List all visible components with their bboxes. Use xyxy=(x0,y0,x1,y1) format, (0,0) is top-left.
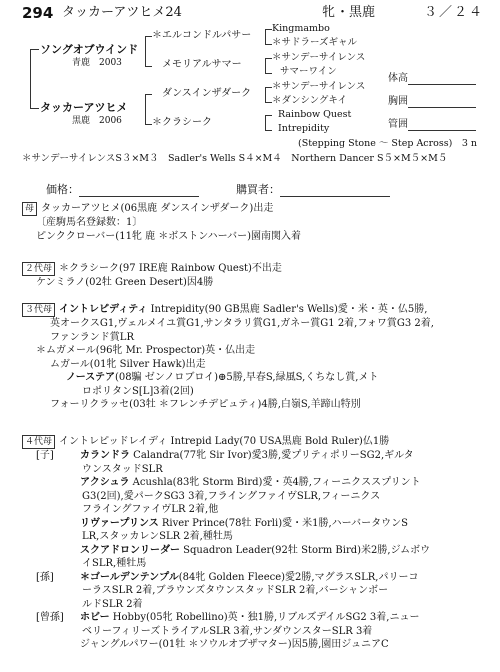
bracket-g3d xyxy=(265,115,272,131)
bracket-g2b xyxy=(145,94,152,125)
measure-height: 体高 xyxy=(388,72,476,85)
bracket-g3c xyxy=(265,87,272,103)
bracket-g3b xyxy=(265,58,272,74)
dss-name: ＊サンデーサイレンス xyxy=(272,81,366,92)
coat-color: ・黒鹿 xyxy=(336,5,376,20)
family-footnote: (Stepping Stone ～ Step Across) 3 n xyxy=(298,138,478,149)
measure-girth: 胸囲 xyxy=(388,95,476,108)
dds-name: Rainbow Quest xyxy=(278,109,352,120)
dam-name: タッカーアツヒメ xyxy=(40,101,128,114)
sex-icon: 牝 xyxy=(322,5,336,20)
third-dam-label: ３代母 xyxy=(22,303,55,317)
ds-name: ダンスインザダーク xyxy=(162,88,252,99)
ddd-name: Intrepidity xyxy=(278,123,330,134)
sd-name: メモリアルサマー xyxy=(162,59,242,70)
buyer-field: 購買者： xyxy=(236,183,390,197)
second-dam-section: ２代母 ＊クラシーク(97 IRE鹿 Rainbow Quest)不出走 ケンミラノ(02牡 Green Desert)因4勝 xyxy=(22,262,482,290)
lot-number: 294 xyxy=(22,4,54,22)
horse-name: タッカーアツヒメ24 xyxy=(62,5,182,20)
inbreeding-line: ＊サンデーサイレンスS３×M３ Sadler's Wells S４×M４ Northern Dancer S５×M５×M５ xyxy=(22,153,448,164)
dd-name: ＊クラシーク xyxy=(152,117,212,128)
bracket-g3a xyxy=(265,29,272,45)
sdd-name: サマーワイン xyxy=(280,66,337,77)
dam-section: 母 タッカーアツヒメ(06黒鹿 ダンスインザダーク)出走 〔産駒馬名登録数：1〕 ピンククローバー(11牝 鹿 ＊ボストンハーバー)園南関入着 xyxy=(22,202,482,243)
dsd-name: ＊ダンシングキイ xyxy=(272,95,348,106)
third-dam-section: ３代母 イントレピディティ Intrepidity(90 GB黒鹿 Sadler's Wells)愛・米・英・仏5勝, 英オークスG1,ヴェルメイユ賞G1,サンタラリ賞G1,ガネー賞G1 2着,フォワ賞G3 2着, ファンランド賞LR ＊ムガメール(96牝 Mr. Prospector)英・仏出走 ムガール(01牝 Silver Hawk)出走 ノーステア(08騙 ゼンノロブロイ)⊕5勝,早春S,緑風S,くちなし賞,メト ロポリタンS[L]3着(2回) フォーリクラッセ(03牡 ＊フレンチデピュティ)4勝,白嶺S,羊蹄山特別 xyxy=(22,303,482,412)
price-field: 価格： xyxy=(46,183,199,197)
fourth-dam-label: ４代母 xyxy=(22,435,55,449)
sire-name: ソングオブウインド xyxy=(40,43,139,56)
sds-name: ＊サンデーサイレンス xyxy=(272,52,366,63)
dam-label: 母 xyxy=(22,202,37,216)
dam-info: 黒鹿 2006 xyxy=(72,116,122,126)
ss-name: ＊エルコンドルパサー xyxy=(152,30,252,41)
bracket-g1 xyxy=(30,49,39,109)
second-dam-label: ２代母 xyxy=(22,262,55,276)
fourth-dam-section: ４代母 イントレピッドレイディ Intrepid Lady(70 USA黒鹿 Bold Ruler)仏1勝 [子] カランドラ Calandra(77牝 Sir Ivor)愛3勝,愛プリティポリーSG2,ギルタ ウンスタッドSLR アクシュラ Acushla(83牝 Storm Bird)愛・英4勝,フィーニクススプリント G3(2回),愛パークSG3 3着,フライングファイヴSLR,フィーニクス フライングファイヴLR 2着,他 リヴァープリンス River Prince(78牡 Forli)愛・米1勝,ハーバータウンS LR,スタッカレンSLR 2着,種牡馬 スクアドロンリーダー Squadron Leader(92牡 Storm Bird)米2勝,ジムボウ イSLR,種牡馬 [孫] ＊ゴールデンテンプル(84牝 Golden Fleece)愛2勝,マグラスSLR,パリーコ ーラスSLR 2着,ブラウンズタウンスタッドSLR 2着,バーシャンボー ルドSLR 2着 [曾孫] ホビー Hobby(05牝 Robellino)英・独1勝,リブルズデイルSG2 3着,ニュー ベリーフィリーズトライアルSLR 3着,サンダウンスターSLR 3着 ジャングルパワー(01牡 ＊ソウルオブザマター)因5勝,園田ジュニアC xyxy=(22,435,482,652)
bracket-g2a xyxy=(145,36,152,67)
ssd-name: ＊サドラーズギャル xyxy=(272,37,358,48)
sss-name: Kingmambo xyxy=(272,23,330,34)
birth-date: ３／２４ xyxy=(424,5,485,20)
sire-info: 青鹿 2003 xyxy=(72,58,122,68)
measure-cannon: 管囲 xyxy=(388,118,476,131)
